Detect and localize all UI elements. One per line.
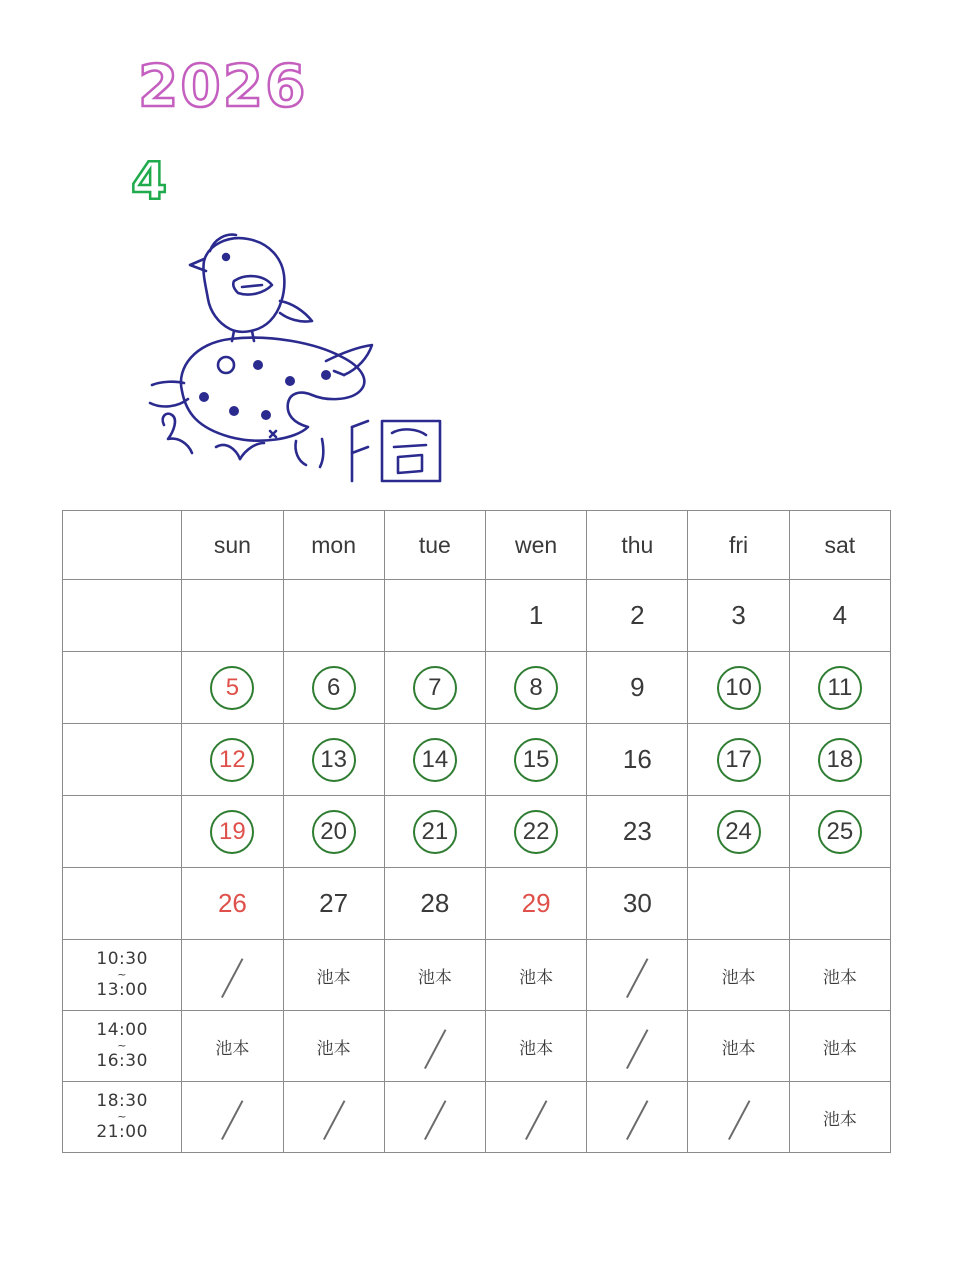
time-range-cell bbox=[63, 1082, 182, 1153]
day-number: 3 bbox=[731, 600, 746, 630]
staff-name: 池本 bbox=[316, 1038, 351, 1059]
day-cell bbox=[283, 652, 384, 724]
staff-name: 池本 bbox=[721, 967, 756, 988]
day-cell bbox=[688, 580, 789, 652]
slot-cell-staff bbox=[283, 940, 384, 1011]
slot-cell-staff bbox=[789, 1082, 890, 1153]
day-number-circled: 15 bbox=[514, 738, 558, 782]
day-cell bbox=[485, 868, 586, 940]
header-cell-fri: fri bbox=[688, 511, 789, 580]
time-start: 10:30 bbox=[96, 948, 148, 969]
calendar-container bbox=[62, 510, 891, 1153]
day-cell bbox=[485, 652, 586, 724]
day-number: 30 bbox=[622, 888, 652, 918]
day-number: 9 bbox=[630, 672, 645, 702]
day-cell bbox=[587, 724, 688, 796]
slash-icon bbox=[618, 1025, 656, 1063]
slot-cell-staff bbox=[182, 1011, 283, 1082]
slot-cell-unavailable bbox=[485, 1082, 586, 1153]
day-number-circled: 8 bbox=[514, 666, 558, 710]
slot-cell-staff bbox=[485, 940, 586, 1011]
calendar-week-row bbox=[63, 796, 891, 868]
time-slot-row bbox=[63, 1011, 891, 1082]
slash-icon bbox=[720, 1096, 758, 1134]
staff-name: 池本 bbox=[721, 1038, 756, 1059]
day-cell bbox=[485, 724, 586, 796]
time-end: 13:00 bbox=[96, 979, 148, 1000]
slot-cell-staff bbox=[688, 940, 789, 1011]
month-label: 4 bbox=[131, 152, 168, 212]
slash-icon bbox=[213, 1096, 251, 1134]
week-label-cell bbox=[63, 652, 182, 724]
staff-name: 池本 bbox=[316, 967, 351, 988]
day-cell-empty bbox=[182, 580, 283, 652]
day-cell bbox=[182, 652, 283, 724]
day-cell bbox=[587, 796, 688, 868]
year-label: 2026 bbox=[138, 52, 308, 120]
time-slot-row bbox=[63, 1082, 891, 1153]
day-number-circled: 24 bbox=[717, 810, 761, 854]
slot-cell-staff bbox=[384, 940, 485, 1011]
day-cell bbox=[789, 724, 890, 796]
day-number-circled: 12 bbox=[210, 738, 254, 782]
day-number: 4 bbox=[832, 600, 848, 630]
calendar-table bbox=[62, 510, 891, 1153]
time-separator: ~ bbox=[117, 968, 127, 982]
slot-cell-unavailable bbox=[587, 1082, 688, 1153]
slash-icon bbox=[618, 1096, 656, 1134]
slot-cell-unavailable bbox=[182, 940, 283, 1011]
calendar-week-row bbox=[63, 724, 891, 796]
header-cell-thu: thu bbox=[587, 511, 688, 580]
slot-cell-staff bbox=[789, 940, 890, 1011]
calendar-week-row bbox=[63, 868, 891, 940]
week-label-cell bbox=[63, 580, 182, 652]
day-cell bbox=[688, 724, 789, 796]
day-number-circled: 19 bbox=[210, 810, 254, 854]
slot-cell-staff bbox=[789, 1011, 890, 1082]
day-number-circled: 18 bbox=[818, 738, 862, 782]
day-cell-empty bbox=[789, 868, 890, 940]
day-cell bbox=[789, 580, 890, 652]
time-range-cell bbox=[63, 940, 182, 1011]
day-number: 1 bbox=[528, 600, 544, 630]
day-number-circled: 22 bbox=[514, 810, 558, 854]
day-cell bbox=[587, 652, 688, 724]
slash-icon bbox=[618, 954, 656, 992]
staff-name: 池本 bbox=[417, 967, 452, 988]
time-range-cell bbox=[63, 1011, 182, 1082]
header-cell-sat: sat bbox=[789, 511, 890, 580]
day-cell-empty bbox=[283, 580, 384, 652]
day-number-circled: 13 bbox=[312, 738, 356, 782]
slot-cell-unavailable bbox=[384, 1082, 485, 1153]
day-number-circled: 7 bbox=[413, 666, 457, 710]
day-number-circled: 14 bbox=[413, 738, 457, 782]
slot-cell-unavailable bbox=[283, 1082, 384, 1153]
day-cell bbox=[283, 724, 384, 796]
day-number-circled: 25 bbox=[818, 810, 862, 854]
time-start: 14:00 bbox=[96, 1019, 148, 1040]
day-cell bbox=[182, 868, 283, 940]
day-cell bbox=[789, 796, 890, 868]
day-cell bbox=[485, 580, 586, 652]
time-separator: ~ bbox=[117, 1110, 127, 1124]
shop-logo bbox=[130, 215, 460, 485]
week-label-cell bbox=[63, 868, 182, 940]
day-cell bbox=[384, 796, 485, 868]
day-number-circled: 20 bbox=[312, 810, 356, 854]
header-cell-corner bbox=[63, 511, 182, 580]
time-end: 21:00 bbox=[96, 1121, 148, 1142]
time-separator: ~ bbox=[117, 1039, 127, 1053]
staff-name: 池本 bbox=[822, 1109, 857, 1130]
slot-cell-unavailable bbox=[384, 1011, 485, 1082]
header-cell-mon: mon bbox=[283, 511, 384, 580]
day-number-circled: 11 bbox=[818, 666, 862, 710]
calendar-body bbox=[63, 580, 891, 1153]
day-cell-empty bbox=[384, 580, 485, 652]
staff-name: 池本 bbox=[519, 1038, 554, 1059]
staff-name: 池本 bbox=[822, 967, 857, 988]
staff-name: 池本 bbox=[215, 1038, 250, 1059]
week-label-cell bbox=[63, 796, 182, 868]
slot-cell-unavailable bbox=[182, 1082, 283, 1153]
day-number-circled: 21 bbox=[413, 810, 457, 854]
day-cell bbox=[587, 868, 688, 940]
time-slot-row bbox=[63, 940, 891, 1011]
week-label-cell bbox=[63, 724, 182, 796]
time-end: 16:30 bbox=[96, 1050, 148, 1071]
header-cell-sun: sun bbox=[182, 511, 283, 580]
day-cell bbox=[283, 796, 384, 868]
day-number-circled: 6 bbox=[312, 666, 356, 710]
slash-icon bbox=[416, 1096, 454, 1134]
day-cell bbox=[182, 724, 283, 796]
day-cell bbox=[384, 868, 485, 940]
calendar-week-row bbox=[63, 652, 891, 724]
slot-cell-staff bbox=[485, 1011, 586, 1082]
day-number: 2 bbox=[630, 600, 645, 630]
day-cell bbox=[688, 652, 789, 724]
slash-icon bbox=[416, 1025, 454, 1063]
day-cell bbox=[587, 580, 688, 652]
staff-name: 池本 bbox=[822, 1038, 857, 1059]
time-start: 18:30 bbox=[96, 1090, 148, 1111]
day-number: 16 bbox=[622, 744, 652, 774]
day-number: 26 bbox=[217, 888, 247, 918]
weekday-header-row bbox=[63, 511, 891, 580]
day-cell bbox=[789, 652, 890, 724]
day-cell bbox=[182, 796, 283, 868]
day-number-circled: 10 bbox=[717, 666, 761, 710]
day-cell bbox=[384, 652, 485, 724]
day-number-circled: 17 bbox=[717, 738, 761, 782]
slot-cell-unavailable bbox=[688, 1082, 789, 1153]
slot-cell-staff bbox=[283, 1011, 384, 1082]
staff-name: 池本 bbox=[519, 967, 554, 988]
header-cell-tue: tue bbox=[384, 511, 485, 580]
slash-icon bbox=[213, 954, 251, 992]
header-cell-wen: wen bbox=[485, 511, 586, 580]
day-cell bbox=[283, 868, 384, 940]
day-cell bbox=[485, 796, 586, 868]
day-number: 28 bbox=[420, 888, 450, 918]
calendar-week-row bbox=[63, 580, 891, 652]
day-cell bbox=[688, 796, 789, 868]
day-number: 29 bbox=[521, 888, 551, 918]
day-number-circled: 5 bbox=[210, 666, 254, 710]
day-cell bbox=[384, 724, 485, 796]
day-number: 23 bbox=[622, 816, 652, 846]
slot-cell-unavailable bbox=[587, 940, 688, 1011]
day-cell-empty bbox=[688, 868, 789, 940]
slot-cell-unavailable bbox=[587, 1011, 688, 1082]
slash-icon bbox=[517, 1096, 555, 1134]
slot-cell-staff bbox=[688, 1011, 789, 1082]
slash-icon bbox=[315, 1096, 353, 1134]
day-number: 27 bbox=[319, 888, 349, 918]
